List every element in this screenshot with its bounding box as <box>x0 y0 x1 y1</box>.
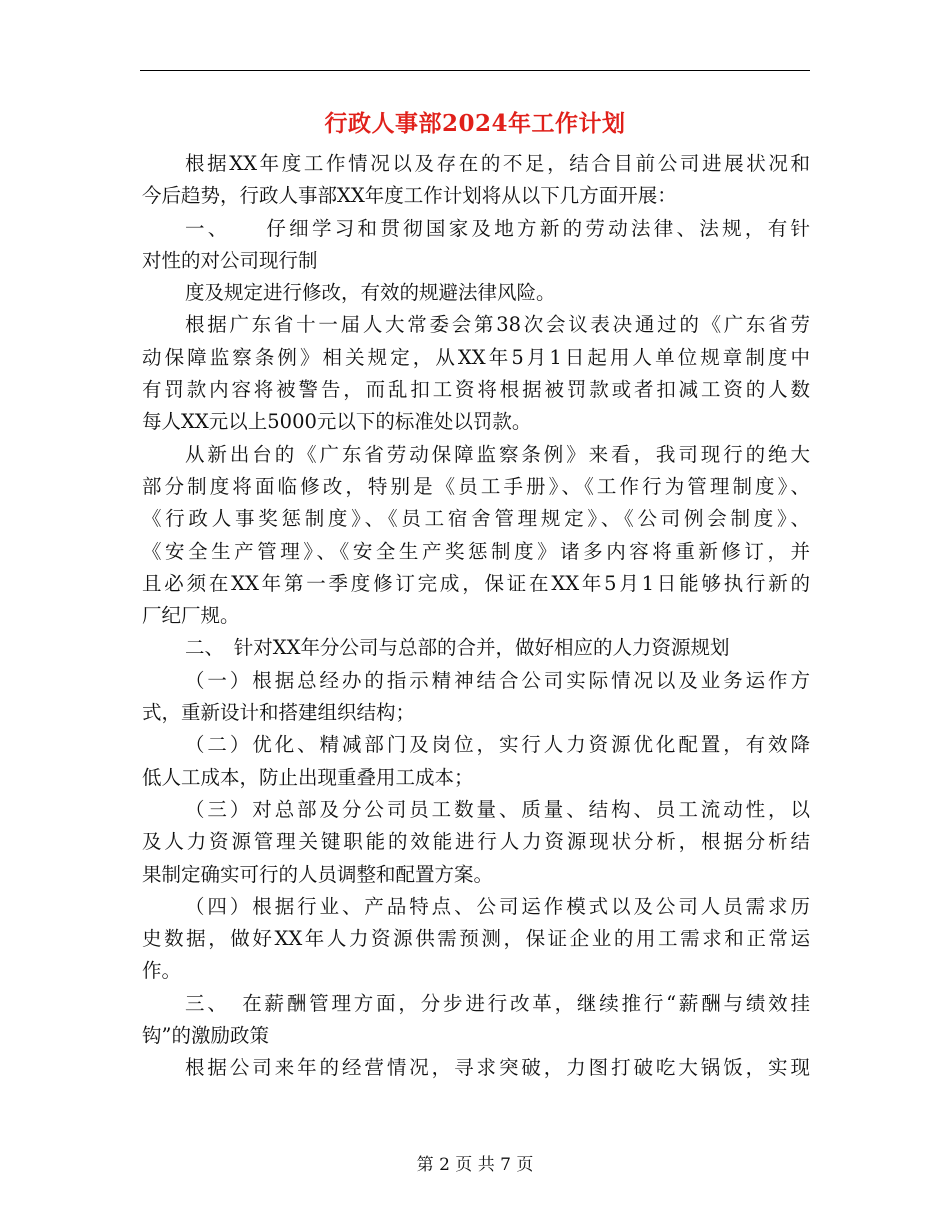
text-line: 动保障监察条例》相关规定，从XX年5月1日起用人单位规章制度中 <box>142 345 810 369</box>
text-line: 对性的对公司现行制 <box>142 248 318 272</box>
text-line: 一、 仔细学习和贯彻国家及地方新的劳动法律、法规，有针 <box>185 216 810 240</box>
text-line: 三、 在薪酬管理方面，分步进行改革，继续推行“薪酬与绩效挂 <box>185 991 810 1015</box>
text-line: 作。 <box>142 959 182 983</box>
text-line: 《安全生产管理》、《安全生产奖惩制度》诸多内容将重新修订，并 <box>142 539 810 563</box>
text-line: 今后趋势，行政人事部XX年度工作计划将从以下几方面开展： <box>142 184 677 208</box>
page-footer: 第 2 页 共 7 页 <box>416 1155 534 1175</box>
text-line: 每人XX元以上5000元以下的标准处以罚款。 <box>142 410 532 434</box>
text-line: （三）对总部及分公司员工数量、质量、结构、员工流动性，以 <box>185 797 810 821</box>
text-line: 及人力资源管理关键职能的效能进行人力资源现状分析，根据分析结 <box>142 830 810 854</box>
text-line: 《行政人事奖惩制度》、《员工宿舍管理规定》、《公司例会制度》、 <box>142 507 810 531</box>
text-line: （四）根据行业、产品特点、公司运作模式以及公司人员需求历 <box>185 894 810 918</box>
text-line: 二、 针对XX年分公司与总部的合并，做好相应的人力资源规划 <box>185 636 730 660</box>
header-rule <box>140 70 810 71</box>
text-line: 部分制度将面临修改，特别是《员工手册》、《工作行为管理制度》、 <box>142 474 810 498</box>
text-line: 从新出台的《广东省劳动保障监察条例》来看，我司现行的绝大 <box>185 442 810 466</box>
text-line: 厂纪厂规。 <box>142 604 240 628</box>
text-line: 根据XX年度工作情况以及存在的不足，结合目前公司进展状况和 <box>185 152 810 175</box>
document-body <box>142 148 810 1085</box>
text-line: （一）根据总经办的指示精神结合公司实际情况以及业务运作方 <box>185 668 810 692</box>
text-line: 式，重新设计和搭建组织结构； <box>142 701 416 725</box>
text-line: 低人工成本，防止出现重叠用工成本； <box>142 765 474 789</box>
text-line: 且必须在XX年第一季度修订完成，保证在XX年5月1日能够执行新的 <box>142 571 810 595</box>
text-line: 果制定确实可行的人员调整和配置方案。 <box>142 862 494 886</box>
text-line: 钩”的激励政策 <box>142 1024 269 1048</box>
text-line: 史数据，做好XX年人力资源供需预测，保证企业的用工需求和正常运 <box>142 927 810 951</box>
text-line: （二）优化、精减部门及岗位，实行人力资源优化配置，有效降 <box>185 733 810 757</box>
text-line: 根据广东省十一届人大常委会第38次会议表决通过的《广东省劳 <box>185 313 810 337</box>
text-line: 有罚款内容将被警告，而乱扣工资将根据被罚款或者扣减工资的人数 <box>142 378 810 402</box>
text-line: 根据公司来年的经营情况，寻求突破，力图打破吃大锅饭，实现 <box>185 1056 810 1080</box>
text-line: 度及规定进行修改，有效的规避法律风险。 <box>185 281 556 305</box>
document-title: 行政人事部2024年工作计划 <box>324 110 626 137</box>
